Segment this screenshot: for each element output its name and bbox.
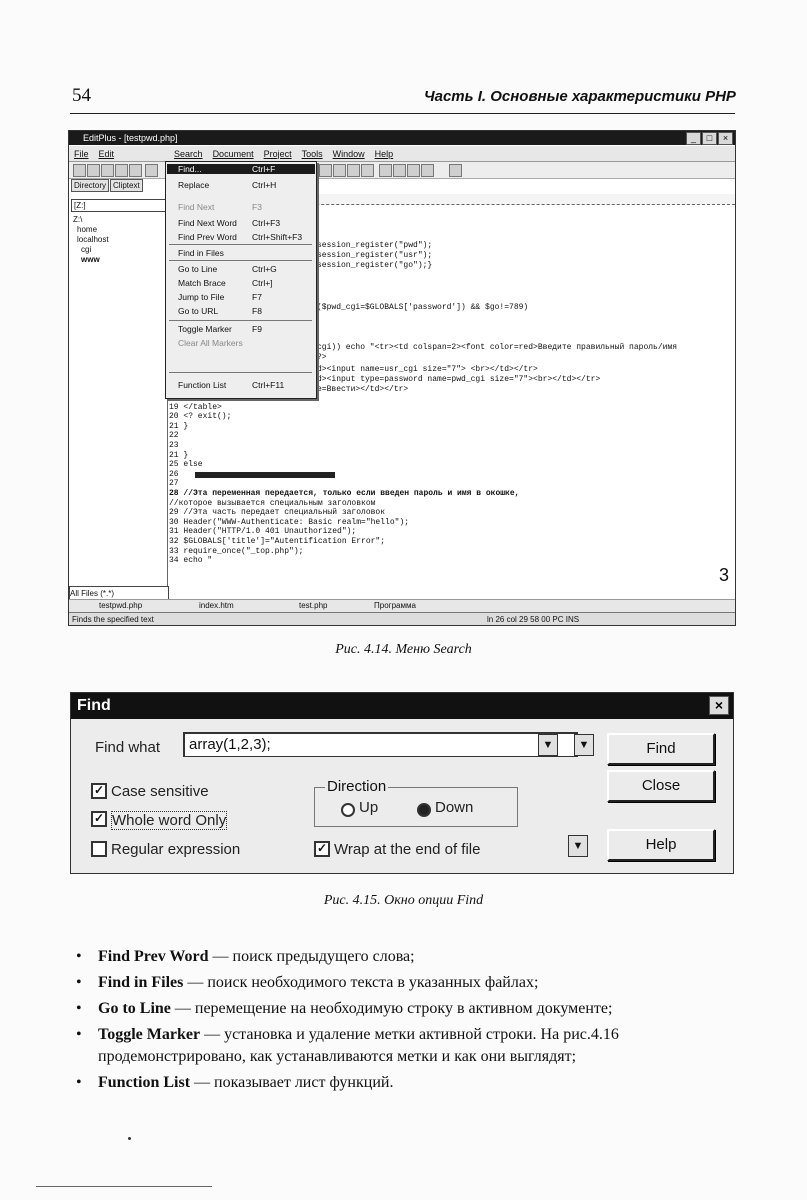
list-item-term: Find Prev Word bbox=[98, 948, 209, 965]
tree-item[interactable]: localhost bbox=[77, 235, 109, 244]
up-radio[interactable] bbox=[341, 803, 355, 817]
document-tabs bbox=[69, 599, 735, 612]
code-line: 23 bbox=[169, 440, 179, 450]
menu-item-find-next[interactable]: Find Next bbox=[178, 202, 215, 212]
menu-window[interactable]: Window bbox=[332, 148, 365, 159]
cut-icon[interactable] bbox=[145, 164, 158, 177]
code-line: e=Ввести></td></tr> bbox=[317, 385, 409, 394]
code-line: 32 $GLOBALS['title']="Autentification Error"; bbox=[169, 536, 386, 546]
list-item-term: Function List bbox=[98, 1074, 191, 1091]
menu-separator bbox=[169, 320, 312, 321]
list-item: • Function List — показывает лист функций. bbox=[76, 1074, 394, 1091]
shortcut-find-prev-word: Ctrl+Shift+F3 bbox=[252, 232, 303, 242]
clip-icon[interactable] bbox=[393, 164, 406, 177]
page-number: 54 bbox=[72, 85, 91, 106]
list-item: • Toggle Marker — установка и удаление метки активной строки. На рис.4.16 продемонстрировано, как устанавливаются метки и как они выглядят; bbox=[76, 1026, 619, 1065]
undo-icon[interactable] bbox=[319, 164, 332, 177]
case-sensitive-checkbox[interactable]: ✓ bbox=[91, 783, 107, 799]
print-speck bbox=[128, 1137, 131, 1140]
minimize-icon[interactable]: _ bbox=[686, 132, 701, 145]
list-item-term: Go to Line bbox=[98, 1000, 171, 1017]
close-icon[interactable]: × bbox=[709, 696, 729, 715]
list-item-term: Toggle Marker bbox=[98, 1026, 201, 1043]
regex-checkbox[interactable] bbox=[91, 841, 107, 857]
menu-separator bbox=[169, 372, 312, 373]
code-line: ($pwd_cgi=$GLOBALS['password']) && $go!=789) bbox=[317, 303, 529, 312]
menu-item-go-to-line[interactable]: Go to Line bbox=[178, 264, 218, 274]
help-icon[interactable] bbox=[449, 164, 462, 177]
code-line: 19 </table> bbox=[169, 402, 222, 412]
regex-label: Regular expression bbox=[111, 841, 241, 858]
status-message: Finds the specified text bbox=[72, 615, 154, 624]
tree-item[interactable]: www bbox=[81, 255, 100, 264]
tree-item[interactable]: home bbox=[77, 225, 98, 234]
tab-directory[interactable]: Directory bbox=[71, 179, 109, 192]
redo-icon[interactable] bbox=[333, 164, 346, 177]
find-dialog bbox=[70, 692, 734, 874]
tree-item[interactable]: cgi bbox=[81, 245, 92, 254]
shortcut-go-to-line: Ctrl+G bbox=[252, 264, 277, 274]
outdent-icon[interactable] bbox=[361, 164, 374, 177]
tree-item[interactable]: Z:\ bbox=[73, 215, 83, 224]
corner-marker: 3 bbox=[718, 565, 729, 585]
menu-item-go-to-url[interactable]: Go to URL bbox=[178, 306, 219, 316]
tab-cliptext[interactable]: Cliptext bbox=[110, 179, 143, 192]
history-dropdown-icon[interactable]: ▼ bbox=[538, 734, 558, 756]
dialog-titlebar bbox=[71, 693, 733, 719]
doc-tab[interactable]: test.php bbox=[299, 601, 328, 610]
indent-icon[interactable] bbox=[347, 164, 360, 177]
find-what-input[interactable]: array(1,2,3); bbox=[183, 732, 578, 757]
menu-item-replace[interactable]: Replace bbox=[178, 180, 210, 190]
running-head: Часть I. Основные характеристики PHP bbox=[424, 88, 736, 105]
menu-item-clear-markers[interactable]: Clear All Markers bbox=[178, 338, 243, 348]
menu-item-match-brace[interactable]: Match Brace bbox=[178, 278, 226, 288]
editplus-screenshot bbox=[68, 130, 736, 626]
code-line: d><input type=password name=pwd_cgi size="7"><br></td></tr> bbox=[317, 375, 601, 384]
code-line: 20 <? exit(); bbox=[169, 412, 232, 422]
code-line: 26 bbox=[169, 470, 519, 480]
file-filter-select[interactable]: All Files (*.*) bbox=[69, 586, 169, 601]
dialog-title: Find bbox=[77, 697, 111, 714]
search-dropdown-menu bbox=[165, 161, 317, 399]
shortcut-jump-to-file: F7 bbox=[252, 292, 262, 302]
shortcut-function-list: Ctrl+F11 bbox=[252, 380, 285, 390]
figure-caption-1: Рис. 4.14. Меню Search bbox=[335, 642, 472, 657]
menu-file[interactable]: File bbox=[74, 148, 89, 159]
case-sensitive-label: Case sensitive bbox=[111, 783, 209, 800]
marker-highlight bbox=[195, 472, 335, 478]
code-line: 34 echo " bbox=[169, 556, 213, 566]
direction-label: Direction bbox=[327, 778, 387, 795]
menu-item-find-prev-word[interactable]: Find Prev Word bbox=[178, 232, 237, 242]
code-line: 30 Header("WWW-Authenticate: Basic realm="hello"); bbox=[169, 517, 410, 527]
options-dropdown-icon[interactable]: ▼ bbox=[568, 835, 588, 857]
figure-caption-2: Рис. 4.15. Окно опции Find bbox=[323, 893, 484, 908]
code-line: cgi)) echo "<tr><td colspan=2><font color=red>Введите правильный пароль/имя bbox=[317, 343, 678, 352]
menu-tools[interactable]: Tools bbox=[301, 148, 323, 159]
menu-item-jump-to-file[interactable]: Jump to File bbox=[178, 292, 225, 302]
wordwrap-icon[interactable] bbox=[407, 164, 420, 177]
code-line: session_register("pwd"); bbox=[317, 241, 433, 250]
wrap-label: Wrap at the end of file bbox=[334, 841, 481, 858]
directory-panel bbox=[69, 179, 168, 591]
code-line: session_register("usr"); bbox=[317, 251, 433, 260]
code-line: 22 bbox=[169, 431, 179, 441]
code-line: 21 } bbox=[169, 421, 189, 431]
menu-item-find-next-word[interactable]: Find Next Word bbox=[178, 218, 237, 228]
menu-separator bbox=[169, 260, 312, 261]
folder-tree bbox=[73, 215, 109, 265]
shortcut-toggle-marker: F9 bbox=[252, 324, 262, 334]
list-item: • Find in Files — поиск необходимого текста в указанных файлах; bbox=[76, 974, 539, 991]
list-item: • Find Prev Word — поиск предыдущего слова; bbox=[76, 948, 415, 965]
list-item-text: — перемещение на необходимую строку в активном документе; bbox=[170, 1000, 613, 1017]
down-radio[interactable] bbox=[417, 803, 431, 817]
list-item-text: — показывает лист функций. bbox=[190, 1074, 394, 1091]
doc-tab[interactable]: index.htm bbox=[199, 601, 234, 610]
help-button[interactable]: Help bbox=[607, 829, 715, 861]
list-item: • Go to Line — перемещение на необходимую строку в активном документе; bbox=[76, 1000, 613, 1017]
code-line: 27 bbox=[169, 479, 179, 489]
browser-icon[interactable] bbox=[379, 164, 392, 177]
shortcut-match-brace: Ctrl+] bbox=[252, 278, 273, 288]
menu-separator bbox=[169, 244, 312, 245]
close-icon[interactable]: × bbox=[718, 132, 733, 145]
menu-bar bbox=[69, 146, 735, 162]
list-item-term: Find in Files bbox=[98, 974, 184, 991]
shortcut-go-to-url: F8 bbox=[252, 306, 262, 316]
shortcut-find-next-word: Ctrl+F3 bbox=[252, 218, 281, 228]
menu-item-find[interactable]: Find... bbox=[178, 164, 202, 174]
whole-word-checkbox[interactable]: ✓ bbox=[91, 811, 107, 827]
code-line: session_register("go");} bbox=[317, 261, 433, 270]
menu-project[interactable]: Project bbox=[263, 148, 292, 159]
side-tabs bbox=[71, 179, 143, 192]
menu-item-function-list[interactable]: Function List bbox=[178, 380, 227, 390]
shortcut-find: Ctrl+F bbox=[252, 164, 276, 174]
window-controls bbox=[686, 132, 733, 145]
down-label: Down bbox=[435, 799, 474, 816]
code-line: 29 //Эта часть передает специальный заголовок bbox=[169, 508, 386, 518]
wrap-checkbox[interactable]: ✓ bbox=[314, 841, 330, 857]
code-line: 33 require_once("_top.php"); bbox=[169, 546, 304, 556]
ruler-icon[interactable] bbox=[421, 164, 434, 177]
preview-icon[interactable] bbox=[129, 164, 142, 177]
menu-item-find-in-files[interactable]: Find in Files bbox=[178, 248, 224, 258]
menu-edit[interactable]: Edit bbox=[98, 148, 115, 159]
footer-rule bbox=[36, 1186, 212, 1187]
menu-search[interactable]: Search bbox=[174, 148, 203, 159]
status-bar bbox=[69, 612, 735, 626]
find-button[interactable]: Find bbox=[607, 733, 715, 765]
code-line: 25 else bbox=[169, 460, 203, 470]
close-button[interactable]: Close bbox=[607, 770, 715, 802]
regex-menu-icon[interactable]: ▼ bbox=[574, 734, 594, 756]
code-line: ?> bbox=[317, 353, 327, 362]
list-item-text: — поиск необходимого текста в указанных файлах; bbox=[183, 974, 539, 991]
code-line: d><input name=usr_cgi size="7"> <br></td></tr> bbox=[317, 365, 538, 374]
open-file-icon[interactable] bbox=[87, 164, 100, 177]
shortcut-find-next: F3 bbox=[252, 202, 262, 212]
drive-select[interactable]: [Z:] bbox=[71, 199, 167, 212]
doc-tab[interactable]: testpwd.php bbox=[99, 601, 143, 610]
menu-help[interactable]: Help bbox=[374, 148, 394, 159]
save-icon[interactable] bbox=[101, 164, 114, 177]
code-block bbox=[169, 393, 519, 566]
window-title: EditPlus - [testpwd.php] bbox=[83, 133, 178, 143]
window-titlebar bbox=[69, 131, 735, 145]
code-line: 31 Header("HTTP/1.0 401 Unauthorized"); bbox=[169, 527, 357, 537]
maximize-icon[interactable]: □ bbox=[702, 132, 717, 145]
status-position: ln 26 col 29 58 00 PC INS bbox=[487, 615, 580, 624]
list-item-text: — установка и удаление метки активной строки. На рис.4.16 продемонстрировано, как устанавливаются метки и как они выглядят; bbox=[98, 1026, 619, 1065]
menu-item-toggle-marker[interactable]: Toggle Marker bbox=[178, 324, 232, 334]
list-item-text: — поиск предыдущего слова; bbox=[208, 948, 415, 965]
code-line: 21 } bbox=[169, 450, 189, 460]
find-what-label: Find what bbox=[95, 739, 161, 756]
code-line: //которое вызывается специальным заголовком bbox=[169, 498, 376, 508]
shortcut-replace: Ctrl+H bbox=[252, 180, 277, 190]
whole-word-label: Whole word Only bbox=[112, 812, 227, 829]
new-file-icon[interactable] bbox=[73, 164, 86, 177]
header-rule bbox=[70, 113, 735, 114]
menu-document[interactable]: Document bbox=[212, 148, 254, 159]
up-label: Up bbox=[359, 799, 379, 816]
doc-tab[interactable]: Программа bbox=[374, 601, 416, 610]
print-icon[interactable] bbox=[115, 164, 128, 177]
code-line: 28 //Эта переменная передается, только если введен пароль и имя в окошке, bbox=[169, 488, 520, 498]
